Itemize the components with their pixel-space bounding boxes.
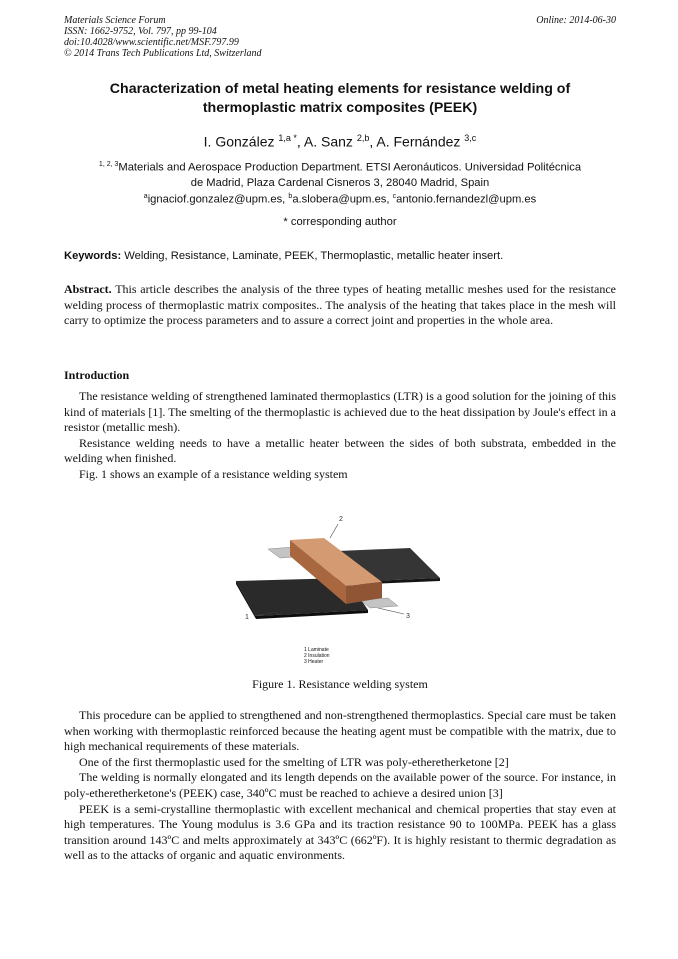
paragraph: The resistance welding of strengthened laminated thermoplastics (LTR) is a good solution for the joining of this kind of materials [1]. The smelting of the thermoplastic is achieved due to the heat dissipation by Joule's effect in a resistor (metallic mesh). [64, 389, 616, 435]
figure-legend [304, 647, 330, 665]
abstract-label: Abstract. [64, 282, 112, 296]
author-separator: , [296, 133, 304, 150]
introduction-heading: Introduction [64, 368, 130, 382]
author-3-sup: 3,c [464, 133, 477, 143]
affiliation-line-1: Materials and Aerospace Production Department. ETSI Aeronáuticos. Universidad Politécnica [118, 161, 582, 174]
keywords-text: Welding, Resistance, Laminate, PEEK, Thermoplastic, metallic heater insert. [121, 250, 504, 262]
author-1-sup: 1,a * [278, 133, 297, 143]
callout-1: 1 [245, 614, 249, 621]
affiliation [64, 157, 616, 191]
email-list [64, 193, 616, 206]
author-3: A. Fernández [376, 133, 465, 150]
body-continuation [64, 708, 616, 864]
affiliation-line-2: de Madrid, Plaza Cardenal Cisneros 3, 28040 Madrid, Spain [190, 176, 490, 189]
callout-line [330, 524, 338, 538]
abstract [64, 282, 616, 329]
corresponding-author-note: * corresponding author [283, 216, 397, 228]
email-b-sup: b [288, 193, 293, 200]
affiliation-sup: 1, 2, 3 [98, 161, 119, 168]
issn-line: ISSN: 1662-9752, Vol. 797, pp 99-104 [64, 26, 217, 37]
introduction-body [64, 389, 616, 483]
paragraph: PEEK is a semi-crystalline thermoplastic with excellent mechanical and chemical properties that stay even at high temperatures. The Young modulus is 3.6 GPa and its traction resistance 90 to 100MPa. PEEK has a glass transition around 143ºC and melts approximately at 343ºC (662ºF). It is highly resistant to thermic degradation as well as to the attacks of organic and aquatic environments. [64, 801, 616, 863]
email-a-sup: a [143, 193, 148, 200]
legend-item: 3 Heater [304, 659, 324, 665]
keywords-label: Keywords: [64, 250, 122, 262]
callout-line [378, 608, 404, 614]
paragraph: Fig. 1 shows an example of a resistance welding system [79, 466, 348, 481]
callout-2: 2 [339, 516, 343, 523]
resistance-welding-figure [228, 508, 456, 673]
figure-caption: Figure 1. Resistance welding system [252, 677, 428, 691]
paragraph: This procedure can be applied to strengthened and non-strengthened thermoplastics. Special care must be taken when working with thermoplastic reinforced because the heating agent must be compatible with the matrix, due to high mechanical requirements of these materials. [64, 708, 616, 754]
running-header [64, 15, 616, 59]
paragraph: Resistance welding needs to have a metallic heater between the sides of both substrata, embedded in the welding when finished. [64, 435, 616, 466]
doi-line: doi:10.4028/www.scientific.net/MSF.797.99 [64, 37, 239, 48]
online-date: Online: 2014-06-30 [536, 15, 616, 26]
title-line-2: thermoplastic matrix composites (PEEK) [202, 99, 478, 116]
email-a[interactable]: ignaciof.gonzalez@upm.es, [147, 193, 289, 206]
title-line-1: Characterization of metal heating elements for resistance welding of [109, 81, 571, 97]
paper-title [64, 80, 616, 117]
paragraph: The welding is normally elongated and its length depends on the available power of the source. For instance, in poly-etheretherketone's (PEEK) case, 340ºC must be reached to achieve a desired union [3] [64, 770, 616, 800]
paragraph: One of the first thermoplastic used for the smelting of LTR was poly-etheretherketone [2] [79, 754, 509, 769]
abstract-text: This article describes the analysis of the three types of heating metallic meshes used for the resistance welding process of thermoplastic matrix composites.. The analysis of the heating that takes place in the mesh will carry to optimize the process parameters and to assure a correct joint and properties in the whole area. [64, 282, 616, 328]
author-2: A. Sanz [303, 133, 357, 150]
keywords [64, 250, 616, 262]
legend-item: 1 Laminate [304, 647, 329, 653]
legend-item: 2 Insulation [304, 653, 330, 659]
email-c[interactable]: antonio.fernandezl@upm.es [396, 193, 537, 206]
author-1: I. González [203, 133, 279, 150]
journal-name: Materials Science Forum [64, 15, 166, 26]
author-separator: , [369, 133, 377, 150]
author-2-sup: 2,b [356, 133, 370, 143]
callout-3: 3 [406, 613, 410, 620]
author-list [64, 133, 616, 150]
copyright-line: © 2014 Trans Tech Publications Ltd, Switzerland [64, 48, 262, 59]
email-b[interactable]: a.slobera@upm.es, [292, 193, 393, 206]
email-c-sup: c [392, 193, 397, 200]
